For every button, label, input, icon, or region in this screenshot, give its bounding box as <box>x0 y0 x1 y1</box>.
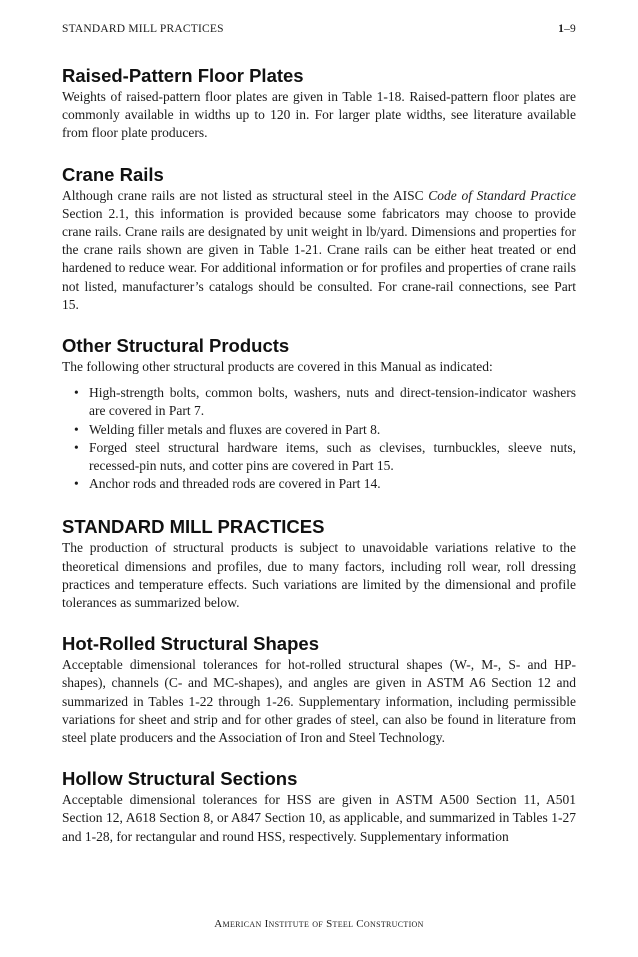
page-num: 9 <box>570 23 576 35</box>
section-body: The production of structural products is subject to unavoidable variations relative to the theoretical dimensions and profiles, due to many factors, including roll wear, roll dressing practices and temperature effects. Such variations are limited by the dimensional and profile tolerances as summarized below. <box>62 540 576 611</box>
section-floor-plates <box>62 64 576 143</box>
list-item <box>74 421 576 439</box>
page-footer <box>0 918 638 930</box>
section-body: Acceptable dimensional tolerances for hot-rolled structural shapes (W-, M-, S- and HP-shapes), channels (C- and MC-shapes), and angles are given in ASTM A6 Section 12 and summarized in Tables 1-22 through 1-26. Supplementary information, including permissible variations for sheet and strip and for other grades of steel, can also be found in literature from steel plate producers and the Association of Iron and Steel Technology. <box>62 657 576 746</box>
bullet: • <box>74 385 79 401</box>
list-item-text: High-strength bolts, common bolts, washers, nuts and direct-tension-indicator washers are covered in Part 7. <box>89 385 576 419</box>
bullet: • <box>74 476 79 492</box>
products-list <box>62 384 576 493</box>
section-heading: Hollow Structural Sections <box>62 768 298 790</box>
bullet: • <box>74 421 79 437</box>
section-heading: Hot-Rolled Structural Shapes <box>62 633 319 655</box>
body-text: Section 2.1, this information is provided because some fabricators may choose to provide crane rails. Crane rails are designated by unit weight in lb/yard. Dimensions and properties for the crane rails shown are given in Table 1-21. Crane rails can be either heat treated or end hardened to reduce wear. For additional information or for profiles and properties of crane rails not listed, manufacturer’s catalogs should be consulted. For crane-rail connections, see Part 15. <box>62 205 576 312</box>
section-hot-rolled <box>62 632 576 747</box>
section-heading: STANDARD MILL PRACTICES <box>62 516 325 538</box>
section-hss <box>62 767 576 846</box>
section-other-products <box>62 334 576 493</box>
list-item <box>74 475 576 493</box>
page-number-separator: – <box>564 23 571 35</box>
body-text: Although crane rails are not listed as structural steel in the AISC <box>62 187 429 203</box>
section-crane-rails <box>62 163 576 314</box>
section-body: Acceptable dimensional tolerances for HSS are given in ASTM A500 Section 11, A501 Section 12, A618 Section 8, or A847 Section 10, as applicable, and summarized in Tables 1-27 and 1-28, for rectangular and round HSS, respectively. Supplementary information <box>62 792 576 844</box>
publication-title: Code of Standard Practice <box>428 187 576 203</box>
running-header <box>62 23 576 39</box>
section-heading: Raised-Pattern Floor Plates <box>62 65 304 86</box>
list-item <box>74 439 576 475</box>
list-item-text: Forged steel structural hardware items, such as clevises, turnbuckles, sleeve nuts, recessed-pin nuts, and cotter pins are covered in Part 15. <box>89 439 576 474</box>
section-heading: Crane Rails <box>62 163 164 185</box>
bullet: • <box>74 439 79 455</box>
section-body: The following other structural products are covered in this Manual as indicated: <box>62 359 493 375</box>
page-content <box>62 64 576 866</box>
running-title: STANDARD MILL PRACTICES <box>62 23 224 35</box>
page-section: 1 <box>558 23 565 35</box>
page-number <box>558 23 576 35</box>
list-item <box>74 384 576 420</box>
list-item-text: Welding filler metals and fluxes are covered in Part 8. <box>89 421 381 437</box>
section-body: Weights of raised-pattern floor plates are given in Table 1-18. Raised-pattern floor plates are commonly available in widths up to 120 in. For larger plate widths, see literature available from floor plate producers. <box>62 89 576 141</box>
list-item-text: Anchor rods and threaded rods are covered in Part 14. <box>89 476 381 492</box>
footer-publisher: American Institute of Steel Construction <box>214 918 424 930</box>
section-heading: Other Structural Products <box>62 335 290 357</box>
section-body <box>62 187 576 314</box>
section-mill-practices <box>62 515 576 612</box>
